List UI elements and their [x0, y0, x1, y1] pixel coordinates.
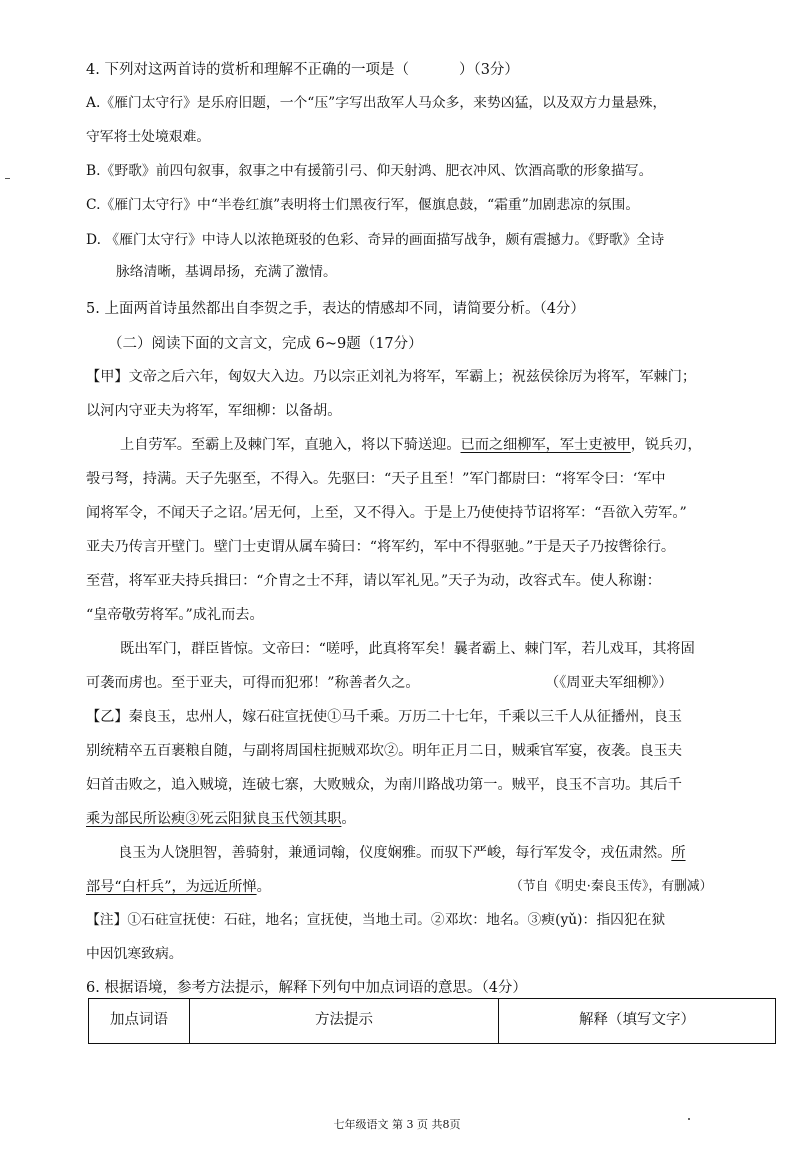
- passage-jia-line5: 闻将军令，不闻天子之诏。’居无何，上至，又不得入。于是上乃使使持节诏将军：“吾欲入劳军。”: [86, 505, 687, 521]
- option-d-line1: D. 《雁门太守行》中诗人以浓艳斑驳的色彩、奇异的画面描写战争，颇有震撼力。《野歌》全诗: [86, 232, 665, 248]
- option-b: B.《野歌》前四句叙事，叙事之中有援箭引弓、仰天射鸿、肥衣冲风、饮酒高歌的形象描写。: [86, 163, 653, 179]
- passage-jia-line1: 【甲】文帝之后六年，匈奴大入边。乃以宗正刘礼为将军，军霸上；祝兹侯徐厉为将军，军棘门；: [86, 369, 697, 385]
- passage-text: 上自劳军。至霸上及棘门军，直驰入，将以下骑送迎。: [120, 437, 461, 453]
- question-6: 6. 根据语境，参考方法提示，解释下列句中加点词语的意思。（4分）: [86, 980, 527, 996]
- passage-yi-line4: [86, 812, 356, 826]
- passage-yi-line5: [118, 846, 686, 860]
- passage-yi-line6: [86, 880, 271, 894]
- passage-yi-line1: 【乙】秦良玉，忠州人，嫁石砫宣抚使①马千乘。万历二十七年，千乘以三千人从征播州，良玉: [86, 709, 682, 725]
- option-a-line1: A.《雁门太守行》是乐府旧题，一个“压”字写出敌军人马众多，来势凶猛，以及双方力量悬殊，: [86, 95, 667, 111]
- notes-line1: 【注】①石砫宣抚使：石砫，地名；宣抚使，当地土司。②邓坎：地名。③瘐(yǔ)：指囚犯在狱: [86, 912, 666, 928]
- passage-text: ，锐兵刃，: [630, 437, 702, 453]
- table-header-cell: 方法提示: [190, 999, 499, 1044]
- passage-jia-line7: 至营，将军亚夫持兵揖曰：“介胄之士不拜，请以军礼见。”天子为动，改容式车。使人称谢：: [86, 573, 661, 589]
- option-d-line2: 脉络清晰，基调昂扬，充满了激情。: [116, 264, 337, 280]
- option-a-line2: 守军将士处境艰难。: [86, 129, 211, 145]
- underlined-sentence-3-start: 所: [671, 845, 686, 861]
- passage-jia-source: （《周亚夫军细柳》）: [545, 675, 673, 691]
- passage-yi-source: （节自《明史·秦良玉传》，有删减）: [510, 879, 713, 894]
- passage-jia-line8: “皇帝敬劳将军。”成礼而去。: [86, 607, 264, 623]
- scan-mark: [5, 178, 10, 179]
- question-4-stem: [86, 63, 519, 78]
- passage-text: 。: [341, 811, 356, 827]
- table-header-cell: 加点词语: [89, 999, 190, 1044]
- passage-yi-line3: 妇首击败之，追入贼境，连破七寨，大败贼众，为南川路战功第一。贼平，良玉不言功。其后千: [86, 777, 682, 793]
- passage-text: 良玉为人饶胆智，善骑射，兼通词翰，仪度娴雅。而驭下严峻，每行军发令，戎伍肃然。: [118, 845, 672, 861]
- passage-jia-line9: 既出军门，群臣皆惊。文帝曰：“嗟呼，此真将军矣！曩者霸上、棘门军，若儿戏耳，其将固: [120, 641, 695, 657]
- passage-jia-line4: 彀弓弩，持满。天子先驱至，不得入。先驱曰：“天子且至！”军门都尉曰：“将军令曰：‘军中: [86, 471, 666, 487]
- section-2-heading: （二）阅读下面的文言文，完成 6~9题（17分）: [108, 336, 423, 352]
- page-footer: 七年级语文 第 3 页 共8页: [333, 1118, 461, 1131]
- passage-jia-line2: 以河内守亚夫为将军，军细柳：以备胡。: [86, 403, 342, 419]
- underlined-sentence-2: 乘为部民所讼瘐③死云阳狱良玉代领其职: [86, 811, 342, 827]
- table-header-row: [89, 999, 776, 1044]
- passage-jia-line10: 可袭而虏也。至于亚夫，可得而犯邪！”称善者久之。: [86, 675, 420, 691]
- notes-line2: 中因饥寒致病。: [86, 946, 183, 962]
- answer-table: [88, 998, 776, 1044]
- passage-text: 。: [256, 879, 271, 895]
- table-header-cell: 解释（填写文字）: [499, 999, 776, 1044]
- underlined-sentence-1: 已而之细柳军，军士吏被甲: [460, 437, 631, 453]
- question-4-score: ）（3分）: [458, 62, 519, 78]
- question-4-stem-text: 4. 下列对这两首诗的赏析和理解不正确的一项是（: [86, 62, 409, 78]
- scan-mark: [688, 1118, 690, 1120]
- passage-yi-line2: 别统精卒五百裹粮自随，与副将周国柱扼贼邓坎②。明年正月二日，贼乘官军宴，夜袭。良玉夫: [86, 743, 682, 759]
- question-5: 5. 上面两首诗虽然都出自李贺之手，表达的情感却不同，请简要分析。（4分）: [86, 301, 585, 317]
- underlined-sentence-3-end: 部号“白杆兵”，为远近所惮: [86, 879, 257, 895]
- option-c: C.《雁门太守行》中“半卷红旗”表明将士们黑夜行军，偃旗息鼓，“霜重”加剧悲凉的氛围。: [86, 197, 640, 213]
- passage-jia-line3: [120, 438, 702, 452]
- passage-jia-line6: 亚夫乃传言开壁门。壁门士吏谓从属车骑曰：“将军约，军中不得驱驰。”于是天子乃按辔徐行。: [86, 539, 676, 555]
